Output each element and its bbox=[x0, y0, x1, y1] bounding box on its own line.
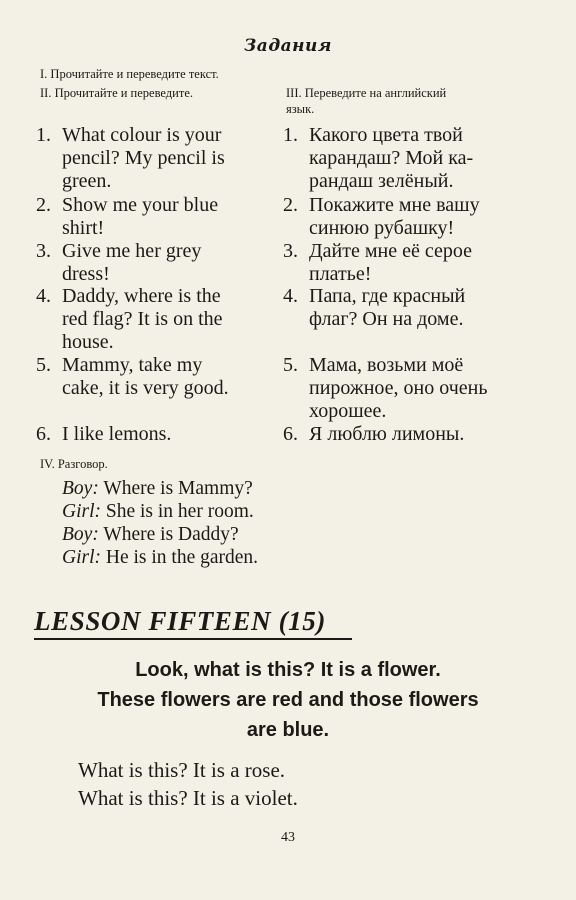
dialog-line bbox=[62, 523, 239, 546]
item-number: 6. bbox=[36, 423, 51, 445]
item-line: карандаш? Мой ка- bbox=[309, 147, 474, 169]
lesson-sentence: What is this? It is a violet. bbox=[78, 786, 298, 810]
dialog-line bbox=[62, 546, 258, 569]
item-line: синюю рубашку! bbox=[309, 217, 455, 239]
item-number: 6. bbox=[283, 423, 298, 445]
item-number: 5. bbox=[283, 354, 298, 376]
item-number: 4. bbox=[36, 285, 51, 307]
task-4: IV. Разговор. bbox=[40, 457, 108, 471]
tasks-title: Задания bbox=[244, 36, 332, 56]
item-line: рандаш зелёный. bbox=[309, 170, 454, 192]
item-line: pencil? My pencil is bbox=[62, 147, 225, 169]
item-line: Я люблю лимоны. bbox=[309, 423, 465, 445]
item-line: shirt! bbox=[62, 217, 105, 239]
lesson-title: LESSON FIFTEEN (15) bbox=[34, 606, 352, 640]
dialog-speaker: Boy: bbox=[62, 524, 99, 545]
item-line: пирожное, оно очень bbox=[309, 377, 488, 399]
dialog-text: She is in her room. bbox=[105, 501, 254, 522]
item-number: 2. bbox=[36, 194, 51, 216]
task-3-line-1: III. Переведите на английский bbox=[286, 86, 447, 100]
item-line: хорошее. bbox=[309, 400, 387, 422]
task-1: I. Прочитайте и переведите текст. bbox=[40, 67, 219, 81]
dialog-speaker: Boy: bbox=[62, 478, 99, 499]
item-line: Mammy, take my bbox=[62, 354, 203, 376]
dialog-text: He is in the garden. bbox=[105, 547, 259, 568]
item-line: What colour is your bbox=[62, 124, 222, 146]
dialog-line bbox=[62, 500, 254, 523]
page-number: 43 bbox=[281, 830, 295, 845]
lesson-text-line: These flowers are red and those flowers bbox=[97, 689, 479, 711]
dialog-speaker: Girl: bbox=[62, 547, 101, 568]
task-3-line-2: язык. bbox=[286, 102, 315, 116]
item-line: red flag? It is on the bbox=[62, 308, 223, 330]
item-number: 2. bbox=[283, 194, 298, 216]
item-line: house. bbox=[62, 331, 114, 353]
dialog-text: Where is Daddy? bbox=[103, 524, 239, 545]
dialog-text: Where is Mammy? bbox=[103, 478, 253, 499]
item-number: 3. bbox=[283, 240, 298, 262]
item-number: 1. bbox=[36, 124, 51, 146]
item-number: 5. bbox=[36, 354, 51, 376]
item-line: Папа, где красный bbox=[309, 285, 466, 307]
item-line: Daddy, where is the bbox=[62, 285, 221, 307]
item-line: Give me her grey bbox=[62, 240, 202, 262]
item-number: 4. bbox=[283, 285, 298, 307]
item-number: 1. bbox=[283, 124, 298, 146]
lesson-sentence: What is this? It is a rose. bbox=[78, 758, 286, 782]
item-line: Какого цвета твой bbox=[309, 124, 463, 146]
item-line: платье! bbox=[309, 263, 372, 285]
item-line: I like lemons. bbox=[62, 423, 172, 445]
item-line: green. bbox=[62, 170, 112, 192]
task-3 bbox=[286, 85, 516, 117]
item-line: cake, it is very good. bbox=[62, 377, 229, 399]
dialog-line bbox=[62, 477, 253, 500]
item-line: dress! bbox=[62, 263, 110, 285]
item-number: 3. bbox=[36, 240, 51, 262]
dialog-speaker: Girl: bbox=[62, 501, 101, 522]
item-line: Дайте мне её серое bbox=[309, 240, 472, 262]
item-line: Show me your blue bbox=[62, 194, 219, 216]
item-line: флаг? Он на доме. bbox=[309, 308, 464, 330]
lesson-text-line: Look, what is this? It is a flower. bbox=[135, 659, 441, 681]
lesson-text-line: are blue. bbox=[246, 719, 330, 741]
task-2: II. Прочитайте и переведите. bbox=[40, 86, 193, 100]
item-line: Покажите мне вашу bbox=[309, 194, 480, 216]
item-line: Мама, возьми моё bbox=[309, 354, 464, 376]
